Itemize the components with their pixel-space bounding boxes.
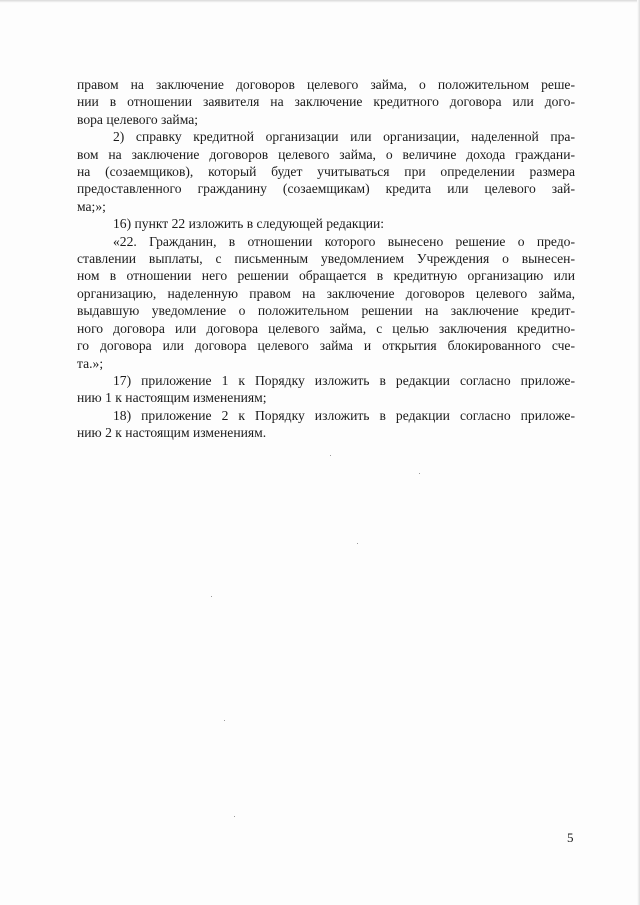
text-line: ного договора или договора целевого займа, с целью заключения кредитно- (77, 320, 575, 336)
scan-speck (234, 816, 235, 817)
paragraph (77, 233, 575, 372)
text-line: предоставленного гражданину (созаемщикам) кредита или целевого зай- (77, 181, 575, 197)
scan-speck (419, 473, 420, 474)
text-line: нию 1 к настоящим изменениям; (77, 390, 267, 406)
text-line: выдавшую уведомление о положительном решении на заключение кредит- (77, 303, 575, 319)
scan-speck (330, 455, 331, 456)
paragraph (77, 76, 575, 128)
text-line: та.»; (77, 355, 104, 371)
paragraph (77, 372, 575, 407)
text-line: го договора или договора целевого займа и открытия блокированного сче- (77, 338, 575, 354)
text-line: нии в отношении заявителя на заключение кредитного договора или дого- (77, 94, 575, 110)
document-body (77, 76, 575, 442)
text-line: ма;»; (77, 198, 106, 214)
text-line: вора целевого займа; (77, 111, 199, 127)
scan-edge-top (0, 0, 640, 3)
text-line: ставлении выплаты, с письменным уведомлением Учреждения о вынесен- (77, 251, 575, 267)
scan-speck (211, 596, 212, 597)
text-line: «22. Гражданин, в отношении которого вынесено решение о предо- (113, 233, 575, 249)
text-line: ном в отношении него решении обращается в кредитную организацию или (77, 268, 575, 284)
scan-speck (357, 543, 358, 544)
text-line: 18) приложение 2 к Порядку изложить в редакции согласно приложе- (113, 407, 575, 423)
text-line: вом на заключение договоров целевого займа, о величине дохода граждани- (77, 146, 575, 162)
text-line: 2) справку кредитной организации или организации, наделенной пра- (113, 129, 575, 145)
text-line: 17) приложение 1 к Порядку изложить в редакции согласно приложе- (113, 372, 575, 388)
text-line: нию 2 к настоящим изменениям. (77, 425, 267, 441)
page-number: 5 (567, 830, 574, 845)
text-line: на (созаемщиков), который будет учитываться при определении размера (77, 164, 575, 180)
paragraph (77, 407, 575, 442)
text-line: правом на заключение договоров целевого займа, о положительном реше- (77, 77, 575, 92)
paragraph (77, 128, 575, 215)
scan-speck (224, 720, 225, 721)
text-line: 16) пункт 22 изложить в следующей редакции: (113, 216, 385, 232)
paragraph (77, 215, 575, 232)
text-line: организацию, наделенную правом на заключение договоров целевого займа, (77, 285, 575, 301)
